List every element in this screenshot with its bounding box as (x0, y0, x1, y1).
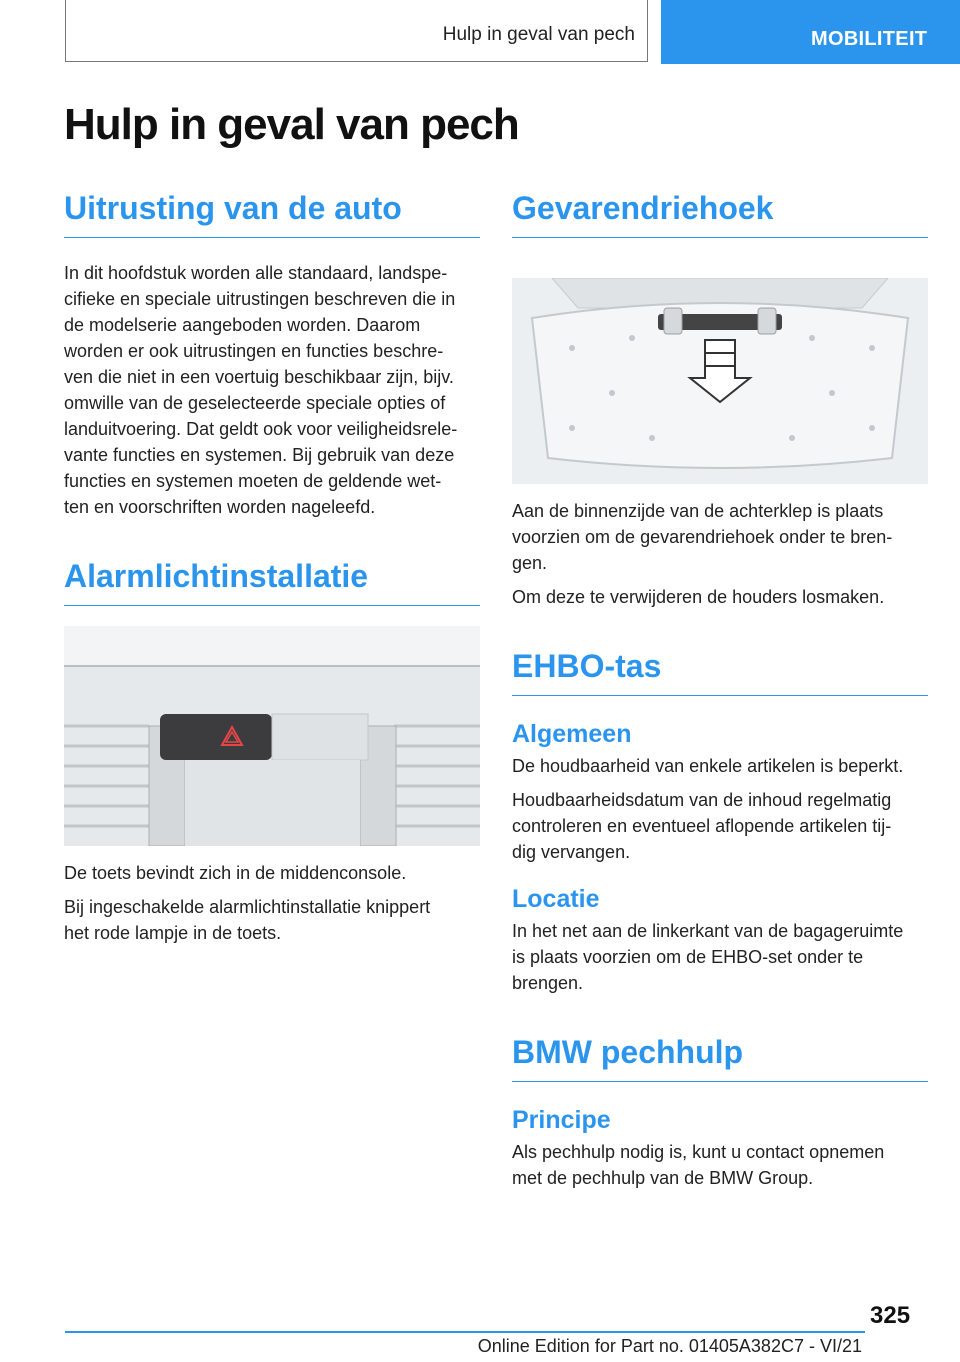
triangle-location-text: Aan de binnenzijde van de achterklep is plaats voorzien om de gevarendriehoek onder te bren- gen. (512, 501, 893, 573)
hazard-location-text: De toets bevindt zich in de middenconsole. (64, 863, 407, 883)
footer-divider (65, 1331, 865, 1333)
header-section-title: Hulp in geval van pech (442, 24, 635, 45)
header-chapter-tab[interactable] (661, 0, 960, 64)
section-heading-breakdown-service: BMW pechhulp (512, 1034, 928, 1082)
hazard-switch-illustration (64, 626, 480, 846)
equipment-body: In dit hoofdstuk worden alle standaard, landspe- cifieke en speciale uitrustingen beschreven die in de modelserie aangeboden worden. Daarom worden er ook uitrustingen en functies beschre- ven die niet in een voertuig beschikbaar zijn, bijv. omwille van de geselecteerde speciale opties of landuitvoering. Dat geldt ook voor veiligheidsrele- vante functies en systemen. Bij gebruik van deze functies en systemen moeten de geldende wet- ten en voorschriften worden nageleefd. (64, 263, 458, 517)
first-aid-location-text: In het net aan de linkerkant van de bagageruimte is plaats voorzien om de EHBO-set onder te brengen. (512, 921, 904, 993)
section-heading-warning-triangle: Gevarendriehoek (512, 190, 928, 238)
page-title: Hulp in geval van pech (64, 100, 519, 149)
tailgate-triangle-illustration (512, 278, 928, 484)
subheading-location: Locatie (512, 885, 600, 913)
section-heading-equipment: Uitrusting van de auto (64, 190, 480, 238)
left-column (64, 190, 480, 946)
subheading-general: Algemeen (512, 720, 632, 748)
right-column (512, 190, 928, 1191)
page-number: 325 (870, 1302, 911, 1329)
triangle-removal-text: Om deze te verwijderen de houders losmaken. (512, 587, 885, 607)
subheading-principle: Principe (512, 1106, 611, 1134)
footer-edition: Online Edition for Part no. 01405A382C7 - VI/21 (477, 1336, 862, 1356)
section-heading-hazard-lights: Alarmlichtinstallatie (64, 558, 480, 606)
section-heading-first-aid: EHBO-tas (512, 648, 928, 696)
first-aid-shelf-life-text: De houdbaarheid van enkele artikelen is beperkt. (512, 756, 904, 776)
breakdown-contact-text: Als pechhulp nodig is, kunt u contact opnemen met de pechhulp van de BMW Group. (512, 1142, 885, 1188)
header-chapter-label: MOBILITEIT (811, 28, 928, 50)
first-aid-check-text: Houdbaarheidsdatum van de inhoud regelmatig controleren en eventueel aflopende artikelen tij- dig vervangen. (512, 790, 892, 862)
hazard-lamp-text: Bij ingeschakelde alarmlichtinstallatie knippert het rode lampje in de toets. (64, 897, 431, 943)
